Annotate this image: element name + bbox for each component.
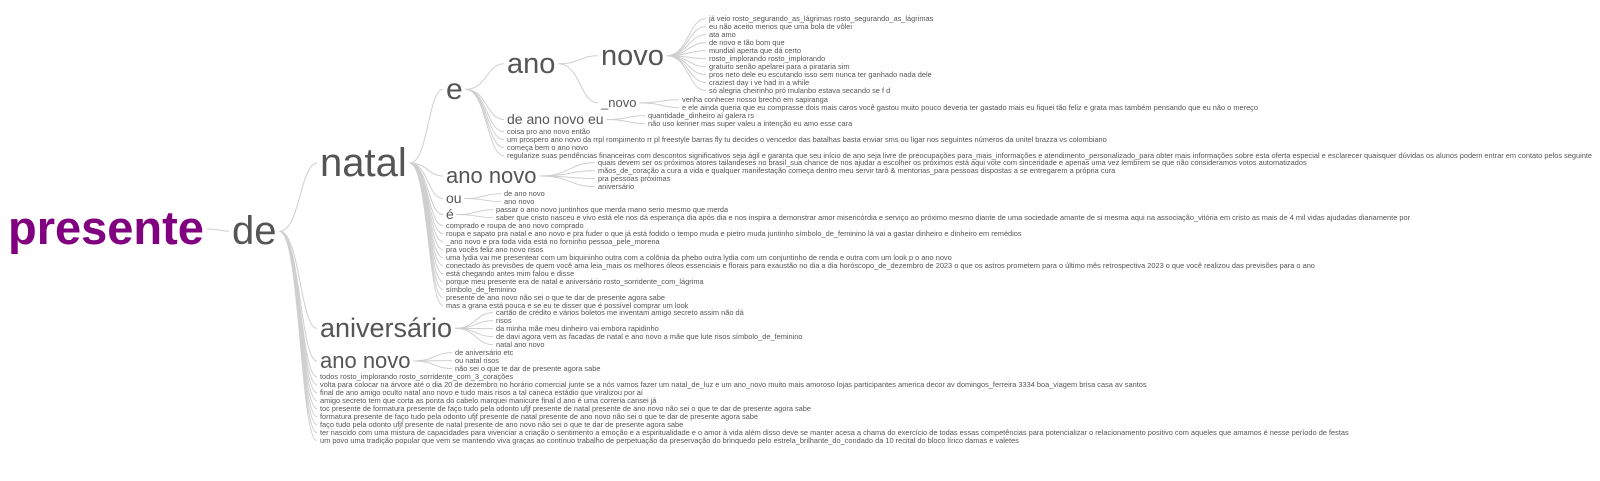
tree-nodes [8,14,1592,445]
phrase-regularize-suas-pendencias-financeir: regularize suas pendências financeiras com descontos significativos seja ágil e garanta que seu início de ano seja livre de preocupações para_mais_informações e atendimento_personalizado_para obter mais informações sobre esta oferta especial e esclarecer quaisquer dúvidas os alunos podem entrar em contato pelos seguinte [507,151,1593,160]
phrase-amigo-secreto-tem-que-corta-as-ponta: amigo secreto tem que corta as ponta do cabelo marquei manicure final d ano é uma correria cansei já [320,396,657,405]
phrase-craziest-day-i-ve-had-in-a-while: craziest day i ve had in a while [709,78,810,87]
branch-natal: natal [320,141,407,185]
tree-link [465,199,501,202]
tree-link [455,313,493,329]
phrase-coisa-pro-ano-novo-entao: coisa pro ano novo então [507,127,591,136]
phrase-quantidade-dinheiro-ai-galera-rs: quantidade_dinheiro aí galera rs [648,111,755,120]
phrase-da-minha-mae-meu-dinheiro-vai-embora: da minha mãe meu dinheiro vai embora rapidinho [496,324,659,333]
branch-novo: _novo [601,95,637,110]
phrase-de-ano-novo: de ano novo [504,189,545,198]
branch-ou: ou [446,190,462,206]
phrase-presente-de-ano-novo-nao-sei-o-que-t: presente de ano novo não sei o que te dar de presente agora sabe [446,293,666,302]
phrase-nao-uso-kenner-mas-super-valeu-a-int: não uso kenner mas super valeu a intenção eu amo esse cara [648,119,853,128]
branch-de-ano-novo-eu: de ano novo eu [507,111,604,127]
phrase-ano-novo: ano novo [504,197,535,206]
phrase-pros-neto-dele-eu-escutando-isso-sem: pros neto dele eu escutando isso sem nunca ter ganhado nada dele [709,70,932,79]
tree-link [280,231,318,432]
phrase-todos-rosto-implorando-rosto-sorride: todos rosto_implorando rosto_sorridente_com_3_corações [320,372,514,381]
phrase-risos: risos [496,316,512,325]
phrase-final-de-ano-amigo-oculto-natal-ano: final de ano amigo oculto natal ano novo e tudo mais risos a tal caneca estádio que viralizou por aí [320,388,643,397]
phrase-faco-tudo-pela-odonto-ufjf-presente: faço tudo pela odonto ufjf presente de natal presente de ano novo não sei o que te dar de presente agora sabe [320,420,684,429]
phrase-um-prospero-ano-novo-da-rrpl-rompime: um prospero ano novo da rrpl rompimento rr pl freestyle barras fly tu decides o vencedor das batalhas basta enviar sms ou ligar nos seguintes números da unitel brazza vs colombiano [507,135,1107,144]
tree-link [667,56,706,83]
phrase-roupa-e-sapato-pra-natal-e-ano-novo: roupa e sapato pra natal e ano novo e pra fuder o que já está fodido o tempo muda e pietro muda juntinho símbolo_de_feminino lá vai a gastar dinheiro e dinheiro em remédios [446,229,1022,238]
branch-e: e [446,73,463,106]
tree-link [639,103,679,108]
phrase-conectado-as-previsoes-de-quem-voce: conectado às previsões de quem você ama leia_mais os melhores óleos essenciais e florais para exaustão no dia a dia horóscopo_de_dezembro de 2023 o que os astros prometem para o último mês retrospectiva 2023 o que você realizou das previsões para o ano [446,261,1315,270]
phrase-eu-nao-aceito-menos-que-uma-bola-de: eu não aceito menos que uma bola de vôlei [709,22,852,31]
phrase-toc-presente-de-formatura-presente-d: toc presente de formatura presente de faço tudo pela odonto ufjf presente de natal presente de ano novo não sei o que te dar de presente agora sabe [320,404,812,413]
phrase-volta-para-colocar-na-arvore-ate-o-d: volta para colocar na árvore até o dia 20 de dezembro no horário comercial junte se a nós vamos fazer um natal_de_luz e um ano_novo muito mais amoroso lojas participantes america decor av domingos_ferreira 3334 boa_viagem brisa casa av santos [320,380,1147,389]
phrase-mas-a-grana-esta-pouca-e-se-eu-te-di: mas a grana está pouca e se eu te disser que é possível comprar um look [446,301,689,310]
tree-link [639,100,679,103]
phrase-cartao-de-credito-e-varios-boletos-m: cartão de crédito e vários boletos me inventam amigo secreto assim não dá [496,308,744,317]
phrase-rosto-implorando-rosto-implorando: rosto_implorando rosto_implorando [709,54,826,63]
phrase-venha-conhecer-nosso-brecho-em-sapir: venha conhecer nosso brechó em sapiranga [682,95,828,104]
phrase-nao-sei-o-que-te-dar-de-presente-ago: não sei o que te dar de presente agora sabe [455,364,601,373]
phrase-de-davi-agora-vem-as-facadas-de-nata: de davi agora vem as facadas de natal e ano novo a mãe que lute risos símbolo_de_feminino [496,332,803,341]
phrase-passar-o-ano-novo-juntinhos-que-merd: passar o ano novo juntinhos que merda mano serio mesmo que merda [496,205,729,214]
tree-link [207,229,229,231]
tree-link [558,64,598,103]
phrase-porque-meu-presente-era-de-natal-e-a: porque meu presente era de natal e aniversário rosto_sorridente_com_lágrima [446,277,704,286]
phrase-formatura-presente-de-faco-tudo-pela: formatura presente de faço tudo pela odonto ufjf presente de natal presente de ano novo não sei o que te dar de presente agora sabe [320,412,759,421]
phrase-natal-ano-novo: natal ano novo [496,340,545,349]
phrase-mundial-aperta-que-da-certo: mundial aperta que dá certo [709,46,802,55]
phrase-ja-veio-rosto-segurando-as-lagrimas: já veio rosto_segurando_as_lágrimas rosto_segurando_as_lágrimas [709,14,934,23]
root-word: presente [8,201,204,254]
branch-novo: novo [601,40,664,72]
tree-link [280,231,318,424]
phrase-quais-devem-ser-os-proximos-atores-t: quais devem ser os próximos atores tailandeses no brasil_sua chance de nos ajudar a escolher os próximos está aqui vote com sinceridade e apenas uma vez lembrem se que não consideramos votos automatizados [598,158,1307,167]
branch-aniversario: aniversário [320,313,453,343]
tree-link [414,361,452,369]
phrase-simbolo-de-feminino: símbolo_de_feminino [446,285,517,294]
phrase-ou-natal-risos: ou natal risos [455,356,499,365]
phrase-pra-pessoas-proximas: pra pessoas próximas [598,174,671,183]
tree-link [607,116,645,120]
branch-ano-novo: ano novo [320,348,411,373]
tree-link [558,56,598,64]
phrase-comprado-e-roupa-de-ano-novo-comprad: comprado e roupa de ano novo comprado [446,221,584,230]
tree-link [465,194,501,199]
tree-link [466,64,504,90]
tree-link [667,56,706,91]
tree-link [607,120,645,124]
phrase-comeca-bem-o-ano-novo: começa bem o ano novo [507,143,588,152]
phrase-de-novo-e-tao-bom-que: de novo e tão bom que [709,38,785,47]
branch-e: é [446,206,454,222]
branch-de: de [232,209,277,253]
tree-link [410,89,443,163]
phrase-ano-novo-e-pra-toda-vida-esta-no-for: _ano novo e pra toda vida está no forninho pessoa_pele_morena [446,237,660,246]
branch-ano: ano [507,48,556,80]
phrase-e-ele-ainda-queria-que-eu-comprasse: e ele ainda queria que eu comprasse dois mais caros você gastou muito pouco deveria ter gastado mais eu fiquei tão feliz e grata mas também pensando que eu não o mereço [682,103,1258,112]
phrase-maos-de-coracao-a-cura-a-vida-e-qual: mãos_de_coração a cura a vida e qualquer manifestação começa dentro meu servir tarô & mentorias_para pessoas dispostas a se entregarem a própria cura [598,166,1116,175]
phrase-um-povo-uma-tradicao-popular-que-vem: um povo uma tradição popular que vem se mantendo viva graças ao contínuo trabalho de perpetuação da preservação do brinquedo pelo estrela_brilhante_do_condado da 10 recital do bloco lírico damas e valetes [320,436,1019,445]
phrase-aniversario: aniversário [598,182,635,191]
branch-ano-novo: ano novo [446,163,537,188]
phrase-gratuito-senao-apelarei-para-a-pirat: gratuito senão apelarei para a pirataria sim [709,62,850,71]
tree-link [414,353,452,361]
phrase-pra-voces-feliz-ano-novo-risos: pra vocês feliz ano novo risos [446,245,544,254]
tree-link [457,215,493,218]
phrase-ata-amo: ata amo [709,30,736,39]
phrase-so-alegria-cheirinho-pro-mulanbo-est: só alegria cheirinho pró mulanbo estava secando se f d [709,86,891,95]
tree-link [457,210,493,215]
phrase-ter-nascido-com-uma-mistura-de-capac: ter nascido com uma mistura de capacidades para vivenciar a criação o sentimento a emoção e a espiritualidade e o amor à vida além disso deve se manter acesa a chama do exercício de todas essas competências para potencializar o relacionamento positivo com aqueles que amamos é nesse período de festas [320,428,1349,437]
phrase-saber-que-cristo-nasceu-e-vivo-esta: saber que cristo nasceu e vivo está ele nos dá esperança dia após dia e nos inspira a demonstrar amor misericórdia e serviço ao próximo mesmo diante de uma sociedade amante de si mesma aqui na associação_vitória em cristo as mais de 4 mil vidas ajudadas diariamente por [496,213,1411,222]
tree-link [667,35,706,56]
phrase-de-aniversario-etc: de aniversário etc [455,348,514,357]
tree-link [280,163,318,231]
phrase-uma-lydia-vai-me-presentear-com-um-b: uma lydia vai me presentear com um biquininho outra com a colônia da phebo outra lydia com um conjuntinho de renda e outra com um look p o ano novo [446,253,952,262]
phrase-esta-chegando-antes-mim-falou-e-diss: está chegando antes mim falou e disse [446,269,575,278]
